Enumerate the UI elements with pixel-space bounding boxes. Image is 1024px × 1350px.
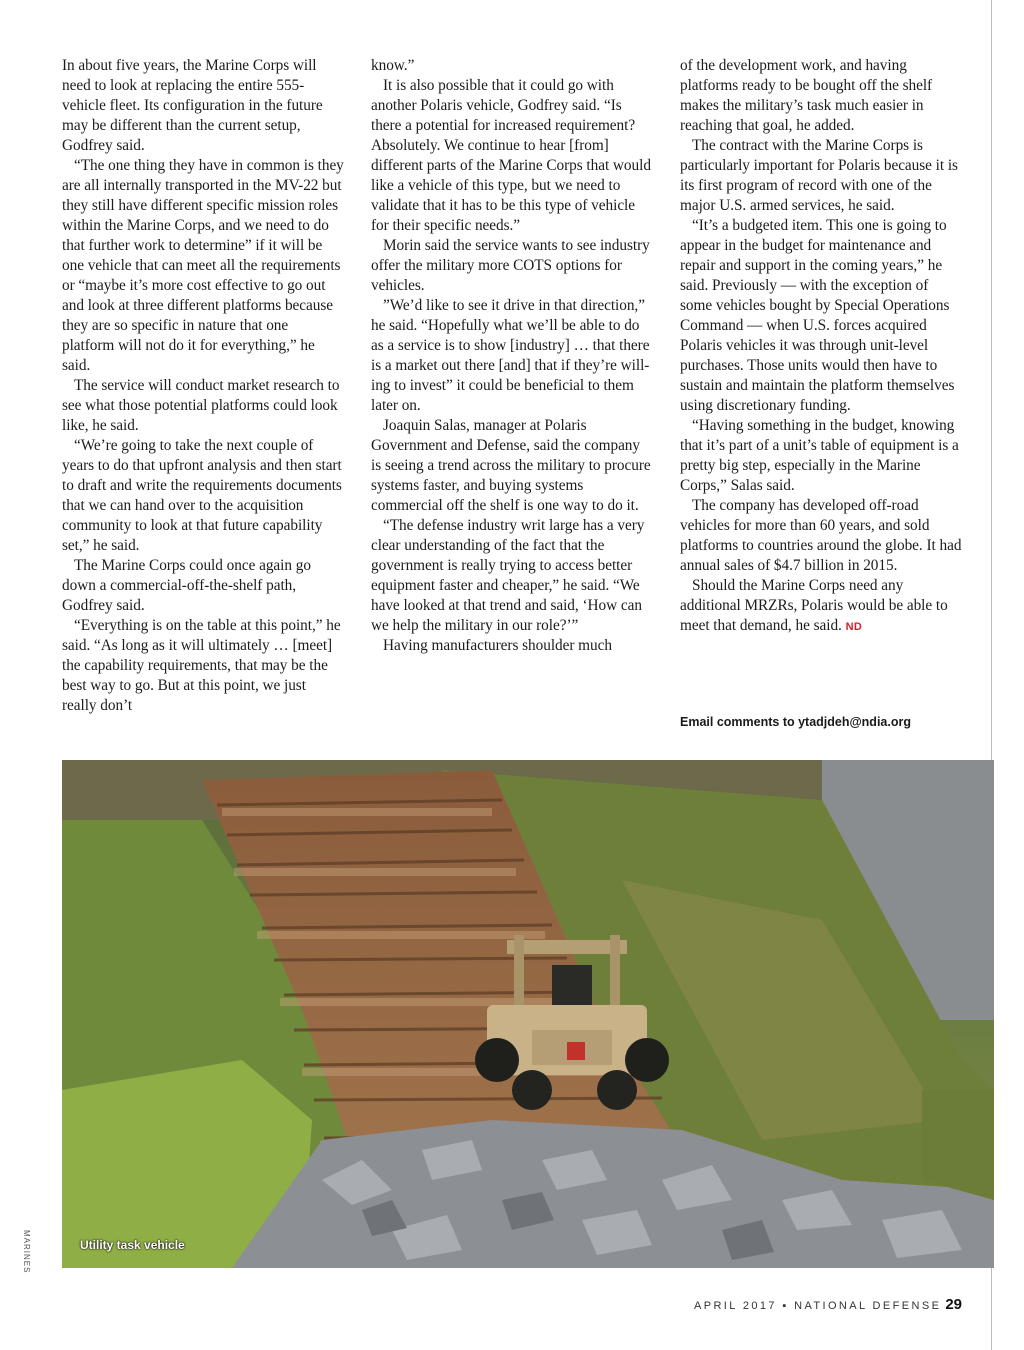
- photo-caption: Utility task vehicle: [80, 1238, 185, 1252]
- issue-label: APRIL 2017 ▪ NATIONAL DEFENSE: [693, 1300, 942, 1312]
- paragraph: “The one thing they have in common is they are all internally transported in the MV-22 but they still have different specific mission roles within the Marine Corps, and we need to do that further work to determine” if it will be one vehicle that can meet all the requirements or “maybe it’s more cost effective to go out and look at three different platforms because they are so specific in nature that one platform will not do it for everything,” he said.: [62, 157, 344, 374]
- paragraph: of the development work, and having platforms ready to be bought off the shelf makes the military’s task much easier in reaching that goal, he added.: [680, 57, 933, 134]
- article-column-3: [680, 56, 962, 637]
- page-number: 29: [945, 1296, 962, 1313]
- article-photo: [62, 760, 994, 1268]
- article-column-2: [371, 56, 653, 656]
- paragraph: “The defense industry writ large has a very clear understanding of the fact that the government is really trying to access better equipment faster and cheaper,” he said. “We have looked at that trend and said, ‘How can we help the military in our role?’”: [371, 517, 645, 634]
- paragraph: Morin said the service wants to see industry offer the military more COTS options for vehicles.: [371, 237, 650, 294]
- paragraph: “We’re going to take the next couple of years to do that upfront analysis and then start to draft and write the requirements documents that we can hand over to the acquisition community to look at that future capability set,” he said.: [62, 437, 342, 554]
- paragraph: In about five years, the Marine Corps will need to look at replacing the entire 555-vehicle fleet. Its configuration in the future may be different than the current setup, Godfrey said.: [62, 57, 323, 154]
- utility-vehicle-photo-illustration: [62, 760, 994, 1268]
- paragraph: [680, 576, 962, 637]
- paragraph: know.”: [371, 57, 415, 74]
- paragraph: The Marine Corps could once again go down a commercial-off-the-shelf path, Godfrey said.: [62, 557, 311, 614]
- paragraph: “Everything is on the table at this point,” he said. “As long as it will ultimately … [meet] the capability requirements, that may be the best way to go. But at this point, we just really don’t: [62, 617, 341, 714]
- page-footer: [694, 1296, 962, 1313]
- paragraph: The contract with the Marine Corps is particularly important for Polaris because it is its first program of record with one of the major U.S. armed services, he said.: [680, 137, 958, 214]
- paragraph: “It’s a budgeted item. This one is going to appear in the budget for maintenance and repair and support in the coming years,” he said. Previously — with the exception of some vehicles bought by Special Operations Command — when U.S. forces acquired Polaris vehicles it was through unit-level purchases. Those units would then have to sustain and maintain the platform themselves using discretionary funding.: [680, 217, 955, 414]
- paragraph: ”We’d like to see it drive in that direction,” he said. “Hopefully what we’ll be able to do as a service is to show [industry] … that there is a market out there [and] that if they’re willing to invest” it could be beneficial to them later on.: [371, 297, 650, 414]
- end-of-article-mark: ND: [845, 621, 863, 633]
- paragraph: The company has developed off-road vehicles for more than 60 years, and sold platforms to countries around the globe. It had annual sales of $4.7 billion in 2015.: [680, 497, 962, 574]
- paragraph: Joaquin Salas, manager at Polaris Government and Defense, said the company is seeing a trend across the military to procure systems faster, and buying systems commercial off the shelf is one way to do it.: [371, 417, 651, 514]
- email-comments-line: Email comments to ytadjdeh@ndia.org: [680, 715, 911, 729]
- paragraph: The service will conduct market research to see what those potential platforms could look like, he said.: [62, 377, 340, 434]
- paragraph: It is also possible that it could go with another Polaris vehicle, Godfrey said. “Is there a potential for increased requirement? Absolutely. We continue to hear [from] different parts of the Marine Corps that would like a vehicle of this type, but we need to validate that it has to be this type of vehicle for their specific needs.”: [371, 77, 651, 234]
- photo-credit: MARINES: [22, 1230, 31, 1274]
- paragraph: “Having something in the budget, knowing that it’s part of a unit’s table of equipment is a pretty big step, especially in the Marine Corps,” Salas said.: [680, 417, 959, 494]
- final-paragraph-text: Should the Marine Corps need any additional MRZRs, Polaris would be able to meet that demand, he said.: [680, 577, 948, 634]
- article-column-1: [62, 56, 344, 716]
- paragraph: Having manufacturers shoulder much: [383, 637, 612, 654]
